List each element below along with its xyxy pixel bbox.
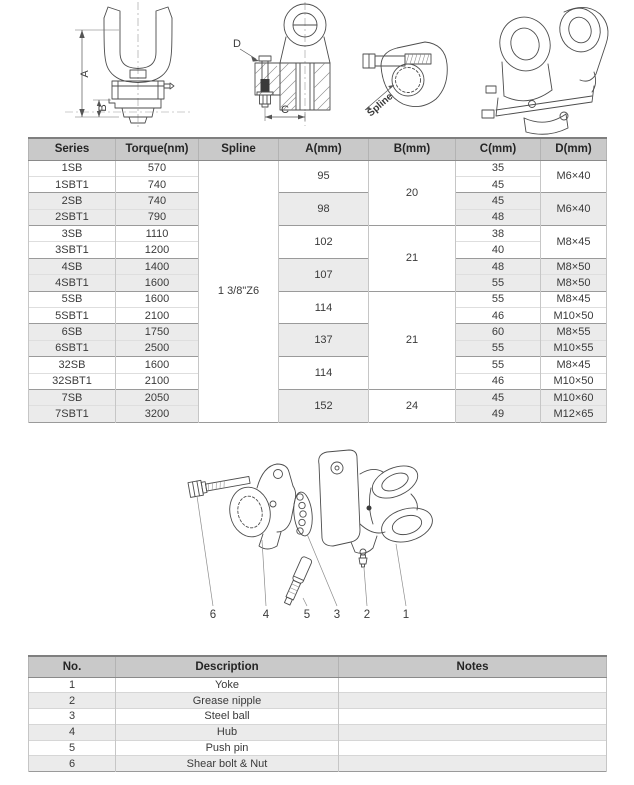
part-notes-cell: [339, 756, 607, 772]
section-view-drawing: [225, 0, 340, 133]
c-dim-cell: 55: [456, 275, 541, 291]
torque-cell: 1110: [116, 226, 199, 242]
c-dim-cell: 48: [456, 258, 541, 274]
c-dim-cell: 48: [456, 209, 541, 225]
part-description-cell: Grease nipple: [116, 693, 339, 709]
parts-table: [28, 655, 607, 772]
d-dim-cell: M8×45: [541, 357, 607, 373]
b-dim-cell: 24: [369, 389, 456, 422]
b-dim-cell: 21: [369, 291, 456, 389]
parts-table-body: [29, 677, 607, 772]
spec-row: [29, 389, 607, 405]
spec-row: [29, 357, 607, 373]
torque-cell: 790: [116, 209, 199, 225]
series-cell: 4SB: [29, 258, 116, 274]
c-dim-cell: 46: [456, 373, 541, 389]
shear-bolt-part: [188, 472, 251, 497]
part-number-label: 5: [303, 609, 311, 621]
torque-cell: 1600: [116, 357, 199, 373]
push-pin-part: [282, 556, 312, 606]
c-dim-cell: 45: [456, 193, 541, 209]
torque-cell: 1600: [116, 275, 199, 291]
part-no-cell: 2: [29, 693, 116, 709]
parts-table-header-row: [29, 656, 607, 677]
c-dim-cell: 45: [456, 176, 541, 192]
spline-cell: 1 3/8"Z6: [199, 160, 279, 422]
dim-label-d: D: [233, 38, 241, 50]
assembled-yoke-drawing: [468, 0, 634, 135]
part-no-cell: 4: [29, 724, 116, 740]
c-dim-cell: 55: [456, 291, 541, 307]
spline-hub-drawing: [353, 14, 453, 129]
part-description-cell: Push pin: [116, 740, 339, 756]
d-dim-cell: M10×50: [541, 308, 607, 324]
torque-cell: 1600: [116, 291, 199, 307]
spec-col-header: C(mm): [456, 138, 541, 160]
spec-col-header: B(mm): [369, 138, 456, 160]
part-number-label: 6: [209, 609, 217, 621]
series-cell: 1SBT1: [29, 176, 116, 192]
series-cell: 5SB: [29, 291, 116, 307]
d-dim-cell: M10×60: [541, 389, 607, 405]
part-no-cell: 6: [29, 756, 116, 772]
torque-cell: 2100: [116, 373, 199, 389]
part-description-cell: Shear bolt & Nut: [116, 756, 339, 772]
a-dim-cell: 137: [279, 324, 369, 357]
series-cell: 1SB: [29, 160, 116, 176]
parts-col-header: Notes: [339, 656, 607, 677]
d-dim-cell: M10×55: [541, 340, 607, 356]
torque-cell: 2100: [116, 308, 199, 324]
d-dim-cell: M6×40: [541, 160, 607, 193]
spec-col-header: Series: [29, 138, 116, 160]
c-dim-cell: 55: [456, 340, 541, 356]
parts-row: [29, 677, 607, 693]
spec-col-header: D(mm): [541, 138, 607, 160]
steel-ball-part: [292, 491, 315, 537]
spec-row: [29, 226, 607, 242]
torque-cell: 1750: [116, 324, 199, 340]
dim-label-c: C: [281, 104, 289, 116]
series-cell: 7SBT1: [29, 406, 116, 422]
spec-row: [29, 193, 607, 209]
spec-row: [29, 258, 607, 274]
dim-label-a: A: [79, 70, 91, 78]
parts-row: [29, 724, 607, 740]
c-dim-cell: 46: [456, 308, 541, 324]
torque-cell: 570: [116, 160, 199, 176]
series-cell: 2SBT1: [29, 209, 116, 225]
series-cell: 4SBT1: [29, 275, 116, 291]
hub-part: [225, 464, 295, 549]
a-dim-cell: 152: [279, 389, 369, 422]
b-dim-cell: 21: [369, 226, 456, 292]
series-cell: 32SB: [29, 357, 116, 373]
grease-nipple-part: [359, 549, 367, 567]
part-no-cell: 1: [29, 677, 116, 693]
spec-table-body: [29, 160, 607, 422]
part-notes-cell: [339, 677, 607, 693]
series-cell: 32SBT1: [29, 373, 116, 389]
b-dim-cell: 20: [369, 160, 456, 226]
part-description-cell: Yoke: [116, 677, 339, 693]
d-dim-cell: M8×50: [541, 258, 607, 274]
part-number-label: 3: [333, 609, 341, 621]
shear-bolt-detail: [261, 79, 270, 92]
parts-row: [29, 756, 607, 772]
torque-cell: 3200: [116, 406, 199, 422]
c-dim-cell: 40: [456, 242, 541, 258]
torque-cell: 1400: [116, 258, 199, 274]
c-dim-cell: 60: [456, 324, 541, 340]
part-notes-cell: [339, 693, 607, 709]
torque-cell: 2050: [116, 389, 199, 405]
a-dim-cell: 114: [279, 357, 369, 390]
series-cell: 6SB: [29, 324, 116, 340]
spec-row: [29, 324, 607, 340]
series-cell: 6SBT1: [29, 340, 116, 356]
torque-cell: 1200: [116, 242, 199, 258]
a-dim-cell: 107: [279, 258, 369, 291]
series-cell: 3SB: [29, 226, 116, 242]
part-number-label: 4: [262, 609, 270, 621]
part-description-cell: Hub: [116, 724, 339, 740]
exploded-view-diagram: [145, 428, 485, 628]
part-description-cell: Steel ball: [116, 709, 339, 725]
series-cell: 5SBT1: [29, 308, 116, 324]
yoke-part: [319, 450, 437, 553]
spec-row: [29, 291, 607, 307]
parts-row: [29, 740, 607, 756]
spec-col-header: A(mm): [279, 138, 369, 160]
spec-col-header: Torque(nm): [116, 138, 199, 160]
part-no-cell: 3: [29, 709, 116, 725]
c-dim-cell: 35: [456, 160, 541, 176]
series-cell: 2SB: [29, 193, 116, 209]
d-dim-cell: M6×40: [541, 193, 607, 226]
part-notes-cell: [339, 709, 607, 725]
part-number-label: 2: [363, 609, 371, 621]
parts-col-header: No.: [29, 656, 116, 677]
d-dim-cell: M10×50: [541, 373, 607, 389]
dim-label-b: B: [97, 104, 109, 112]
front-view-drawing: [55, 0, 195, 133]
part-no-cell: 5: [29, 740, 116, 756]
spec-table-header-row: [29, 138, 607, 160]
part-notes-cell: [339, 740, 607, 756]
torque-cell: 2500: [116, 340, 199, 356]
d-dim-cell: M8×45: [541, 226, 607, 259]
a-dim-cell: 98: [279, 193, 369, 226]
c-dim-cell: 38: [456, 226, 541, 242]
c-dim-cell: 45: [456, 389, 541, 405]
series-cell: 7SB: [29, 389, 116, 405]
spline-label: Spline: [365, 91, 396, 120]
series-cell: 3SBT1: [29, 242, 116, 258]
d-dim-cell: M8×45: [541, 291, 607, 307]
parts-row: [29, 693, 607, 709]
grease-nipple-detail: [164, 84, 170, 88]
a-dim-cell: 102: [279, 226, 369, 259]
c-dim-cell: 49: [456, 406, 541, 422]
part-notes-cell: [339, 724, 607, 740]
d-dim-cell: M12×65: [541, 406, 607, 422]
d-dim-cell: M8×50: [541, 275, 607, 291]
spec-row: [29, 160, 607, 176]
part-number-label: 1: [402, 609, 410, 621]
parts-row: [29, 709, 607, 725]
c-dim-cell: 55: [456, 357, 541, 373]
a-dim-cell: 95: [279, 160, 369, 193]
spec-col-header: Spline: [199, 138, 279, 160]
a-dim-cell: 114: [279, 291, 369, 324]
leader-lines: [197, 496, 406, 606]
parts-col-header: Description: [116, 656, 339, 677]
torque-cell: 740: [116, 193, 199, 209]
torque-cell: 740: [116, 176, 199, 192]
d-dim-cell: M8×55: [541, 324, 607, 340]
spec-table: [28, 137, 607, 423]
